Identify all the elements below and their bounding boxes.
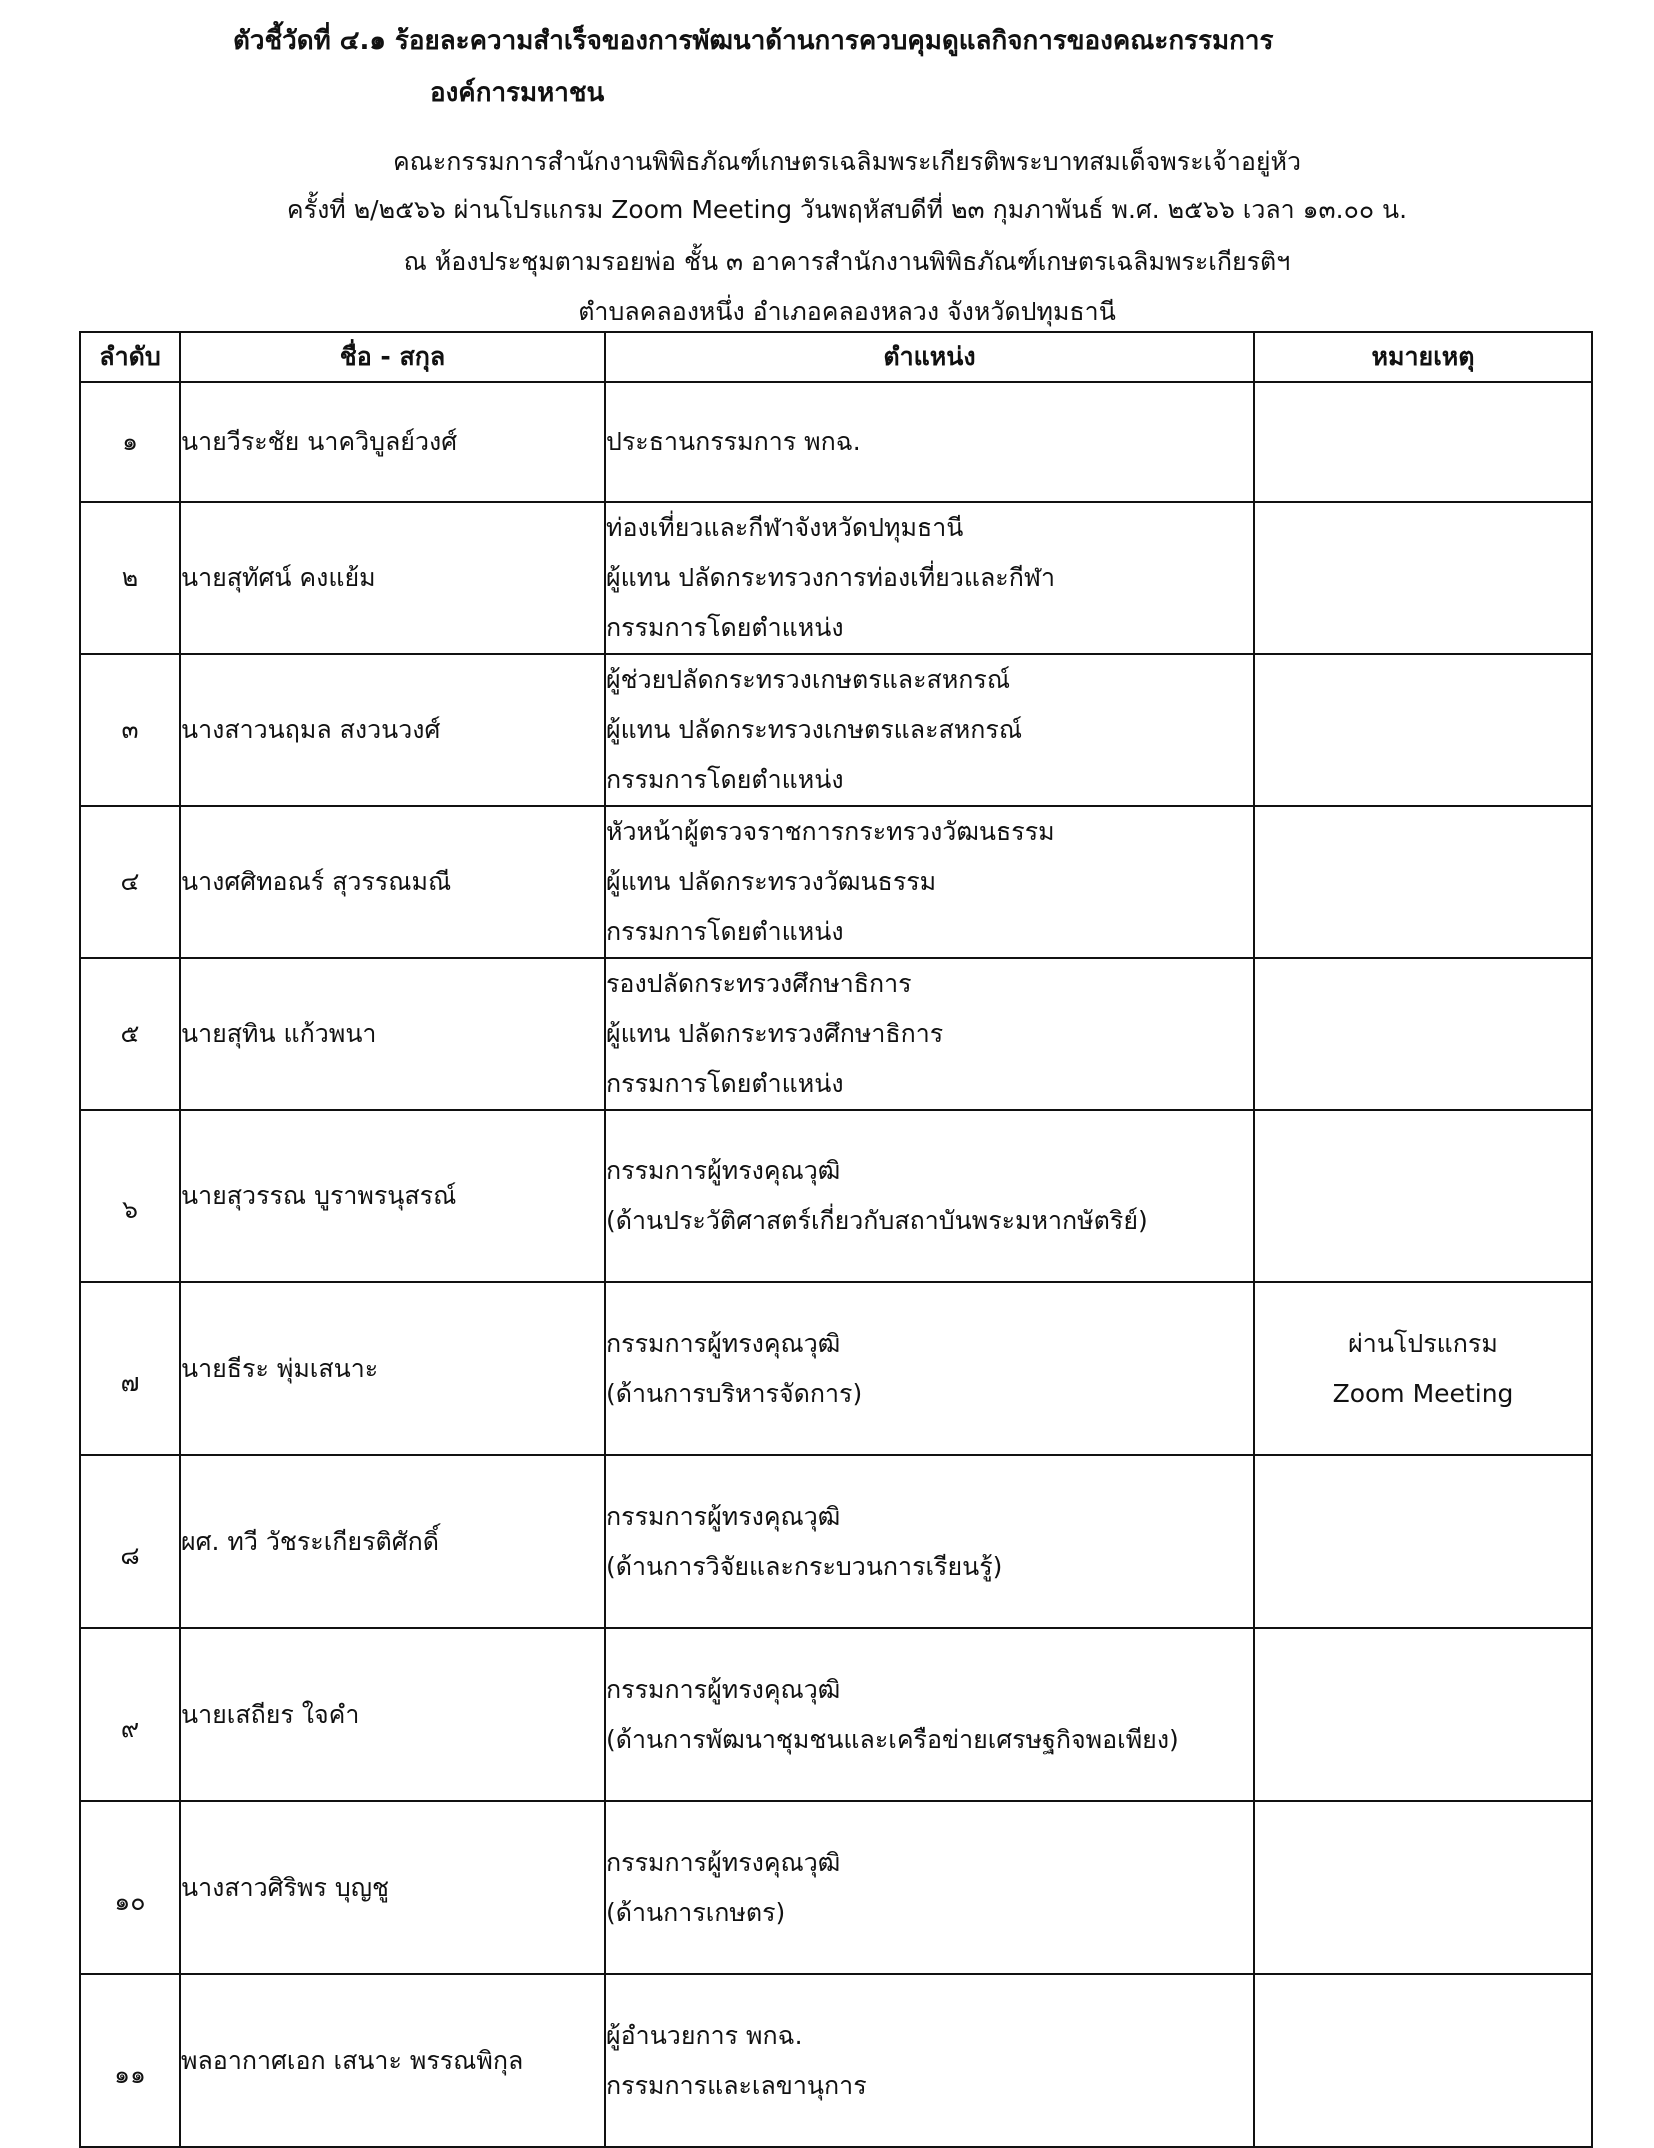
member-remark bbox=[1254, 1974, 1592, 2147]
member-position bbox=[605, 1110, 1254, 1282]
position-line: ผู้แทน ปลัดกระทรวงศึกษาธิการ bbox=[606, 1019, 944, 1048]
row-number: ๕ bbox=[80, 958, 180, 1110]
table-row bbox=[80, 654, 1592, 806]
position-line: ท่องเที่ยวและกีฬาจังหวัดปทุมธานี bbox=[606, 513, 964, 542]
position-line: (ด้านการวิจัยและกระบวนการเรียนรู้) bbox=[606, 1551, 1003, 1581]
member-name: นางศศิทอณร์ สุวรรณมณี bbox=[180, 806, 605, 958]
meeting-venue: ณ ห้องประชุมตามรอยพ่อ ชั้น ๓ อาคารสำนักงานพิพิธภัณฑ์เกษตรเฉลิมพระเกียรติฯ bbox=[403, 247, 1291, 276]
position-line: ผู้แทน ปลัดกระทรวงการท่องเที่ยวและกีฬา bbox=[606, 563, 1055, 592]
row-number: ๗ bbox=[80, 1282, 180, 1455]
header-name: ชื่อ - สกุล bbox=[180, 332, 605, 382]
table-row bbox=[80, 1110, 1592, 1282]
row-number: ๖ bbox=[80, 1110, 180, 1282]
position-line: กรรมการโดยตำแหน่ง bbox=[606, 1069, 844, 1098]
row-number: ๒ bbox=[80, 502, 180, 654]
position-line: รองปลัดกระทรวงศึกษาธิการ bbox=[606, 969, 912, 998]
member-name: นายสุทัศน์ คงแย้ม bbox=[180, 502, 605, 654]
position-line: กรรมการโดยตำแหน่ง bbox=[606, 765, 844, 794]
table-row bbox=[80, 1801, 1592, 1974]
member-remark bbox=[1254, 654, 1592, 806]
table-row bbox=[80, 382, 1592, 502]
position-line: หัวหน้าผู้ตรวจราชการกระทรวงวัฒนธรรม bbox=[606, 817, 1055, 846]
position-line: (ด้านการเกษตร) bbox=[606, 1897, 786, 1927]
member-position bbox=[605, 958, 1254, 1110]
meeting-location: ตำบลคลองหนึ่ง อำเภอคลองหลวง จังหวัดปทุมธานี bbox=[578, 297, 1116, 326]
member-position bbox=[605, 502, 1254, 654]
member-name: นางสาวศิริพร บุญชู bbox=[180, 1801, 605, 1974]
meeting-session-date: ครั้งที่ ๒/๒๕๖๖ ผ่านโปรแกรม Zoom Meeting วันพฤหัสบดีที่ ๒๓ กุมภาพันธ์ พ.ศ. ๒๕๖๖ เวลา ๑๓.๐๐ น. bbox=[286, 195, 1408, 224]
position-line: กรรมการผู้ทรงคุณวุฒิ bbox=[606, 1847, 841, 1877]
member-position bbox=[605, 1801, 1254, 1974]
position-line: (ด้านประวัติศาสตร์เกี่ยวกับสถาบันพระมหากษัตริย์) bbox=[606, 1206, 1148, 1235]
member-position bbox=[605, 1974, 1254, 2147]
position-line: กรรมการโดยตำแหน่ง bbox=[606, 613, 844, 642]
row-number: ๑๑ bbox=[80, 1974, 180, 2147]
indicator-heading: ตัวชี้วัดที่ ๔.๑ ร้อยละความสำเร็จของการพัฒนาด้านการควบคุมดูแลกิจการของคณะกรรมการ bbox=[233, 26, 1274, 56]
member-name: นางสาวนฤมล สงวนวงศ์ bbox=[180, 654, 605, 806]
member-remark bbox=[1254, 502, 1592, 654]
position-line: ผู้แทน ปลัดกระทรวงเกษตรและสหกรณ์ bbox=[606, 715, 1023, 744]
member-remark bbox=[1254, 1801, 1592, 1974]
row-number: ๙ bbox=[80, 1628, 180, 1801]
row-number: ๓ bbox=[80, 654, 180, 806]
table-header-row bbox=[80, 332, 1592, 382]
header-position: ตำแหน่ง bbox=[605, 332, 1254, 382]
header-remark: หมายเหตุ bbox=[1254, 332, 1592, 382]
member-position bbox=[605, 1282, 1254, 1455]
row-number: ๔ bbox=[80, 806, 180, 958]
member-remark bbox=[1254, 382, 1592, 502]
member-position bbox=[605, 1455, 1254, 1628]
table-row bbox=[80, 1455, 1592, 1628]
position-line: ผู้อำนวยการ พกฉ. bbox=[606, 2020, 803, 2050]
member-name: ผศ. ทวี วัชระเกียรติศักดิ์ bbox=[180, 1455, 605, 1628]
member-name: นายสุวรรณ บูราพรนุสรณ์ bbox=[180, 1110, 605, 1282]
position-line: กรรมการผู้ทรงคุณวุฒิ bbox=[606, 1156, 841, 1185]
position-line: ผู้ช่วยปลัดกระทรวงเกษตรและสหกรณ์ bbox=[606, 665, 1011, 694]
member-position bbox=[605, 654, 1254, 806]
member-remark bbox=[1254, 1282, 1592, 1455]
row-number: ๘ bbox=[80, 1455, 180, 1628]
position-line: ประธานกรรมการ พกฉ. bbox=[606, 427, 861, 456]
table-row bbox=[80, 1628, 1592, 1801]
table-row bbox=[80, 1282, 1592, 1455]
row-number: ๑๐ bbox=[80, 1801, 180, 1974]
member-name: นายธีระ พุ่มเสนาะ bbox=[180, 1282, 605, 1455]
committee-name: คณะกรรมการสำนักงานพิพิธภัณฑ์เกษตรเฉลิมพระเกียรติพระบาทสมเด็จพระเจ้าอยู่หัว bbox=[392, 147, 1302, 176]
member-remark bbox=[1254, 1628, 1592, 1801]
position-line: (ด้านการบริหารจัดการ) bbox=[606, 1378, 863, 1408]
member-remark bbox=[1254, 806, 1592, 958]
member-remark bbox=[1254, 1455, 1592, 1628]
position-line: (ด้านการพัฒนาชุมชนและเครือข่ายเศรษฐกิจพอเพียง) bbox=[606, 1724, 1179, 1754]
position-line: กรรมการโดยตำแหน่ง bbox=[606, 917, 844, 946]
position-line: กรรมการและเลขานุการ bbox=[606, 2070, 867, 2100]
member-name: นายวีระชัย นาควิบูลย์วงศ์ bbox=[180, 382, 605, 502]
position-line: กรรมการผู้ทรงคุณวุฒิ bbox=[606, 1674, 841, 1704]
row-number: ๑ bbox=[80, 382, 180, 502]
header-order: ลำดับ bbox=[80, 332, 180, 382]
member-name: พลอากาศเอก เสนาะ พรรณพิกุล bbox=[180, 1974, 605, 2147]
position-line: กรรมการผู้ทรงคุณวุฒิ bbox=[606, 1501, 841, 1531]
table-row bbox=[80, 806, 1592, 958]
member-name: นายสุทิน แก้วพนา bbox=[180, 958, 605, 1110]
attendee-table bbox=[79, 331, 1593, 2148]
position-line: ผู้แทน ปลัดกระทรวงวัฒนธรรม bbox=[606, 867, 937, 896]
member-name: นายเสถียร ใจคำ bbox=[180, 1628, 605, 1801]
table-row bbox=[80, 958, 1592, 1110]
member-position bbox=[605, 382, 1254, 502]
indicator-heading-continued: องค์การมหาชน bbox=[430, 78, 605, 108]
member-remark bbox=[1254, 1110, 1592, 1282]
member-remark bbox=[1254, 958, 1592, 1110]
member-position bbox=[605, 806, 1254, 958]
member-position bbox=[605, 1628, 1254, 1801]
table-row bbox=[80, 1974, 1592, 2147]
remark-line: Zoom Meeting bbox=[1332, 1378, 1514, 1408]
table-row bbox=[80, 502, 1592, 654]
position-line: กรรมการผู้ทรงคุณวุฒิ bbox=[606, 1328, 841, 1358]
remark-line: ผ่านโปรแกรม bbox=[1348, 1328, 1498, 1358]
